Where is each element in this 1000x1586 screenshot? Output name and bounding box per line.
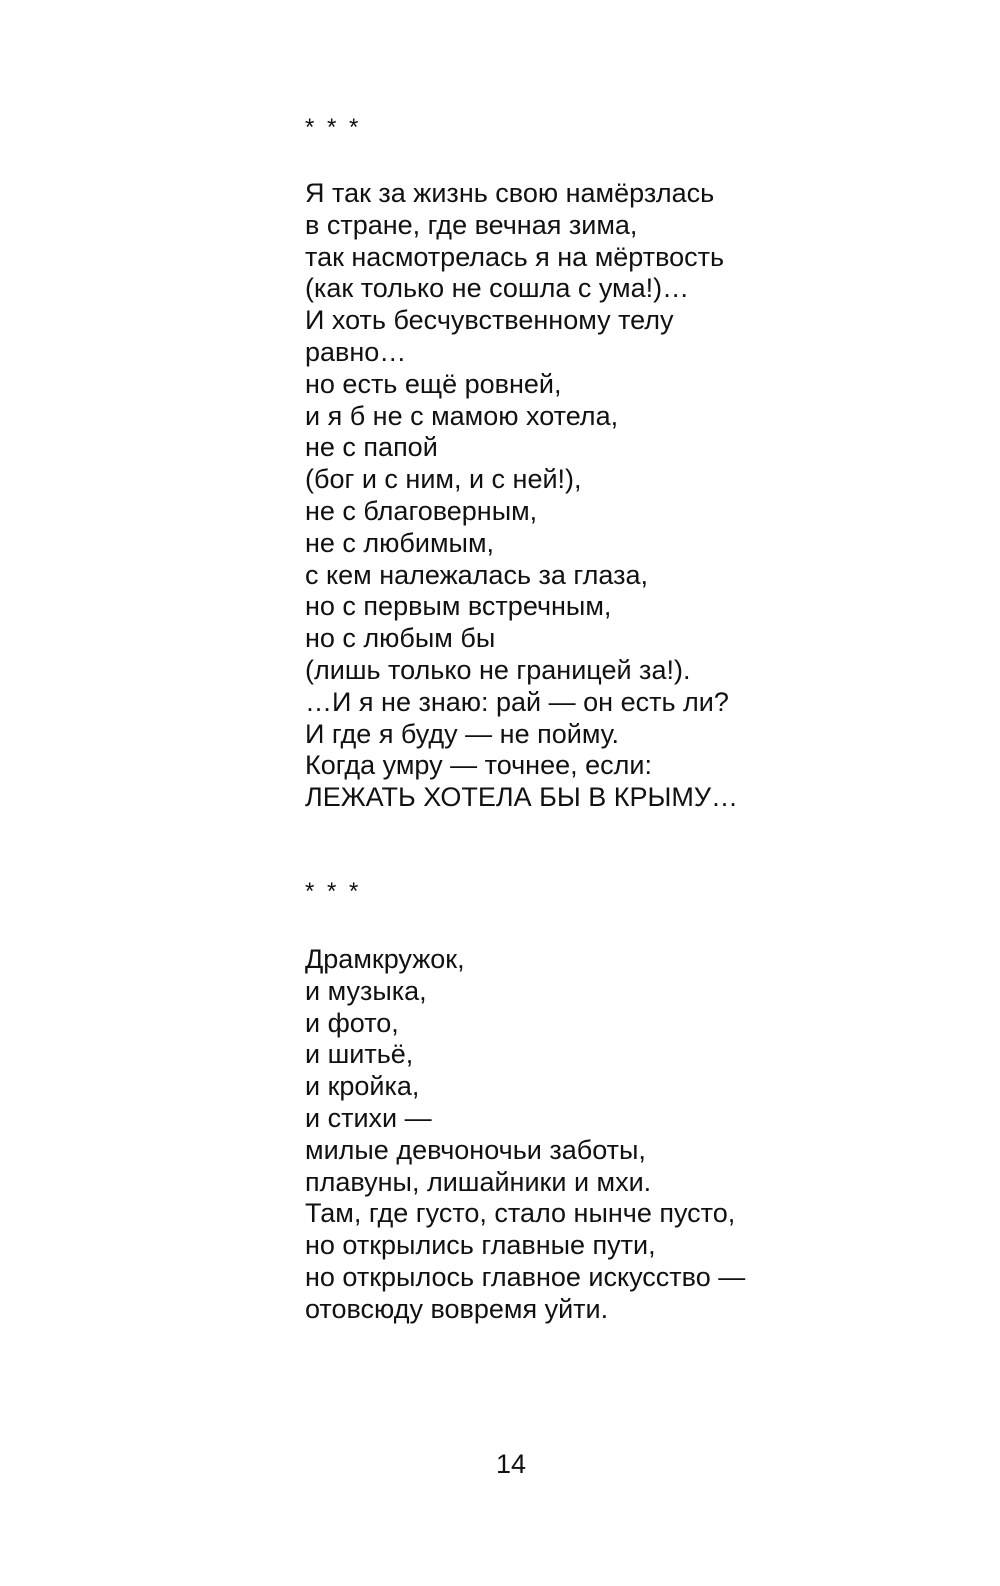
poem-1 xyxy=(305,178,865,814)
poem-2-line: но открылось главное искусство — xyxy=(305,1261,746,1292)
poem-1-line: не с папой xyxy=(305,432,438,463)
poem-1-line: но есть ещё ровней, xyxy=(305,368,562,399)
poem-1-line: Я так за жизнь свою намёрзлась xyxy=(305,178,715,208)
section-separator-2: * * * xyxy=(305,877,362,905)
poem-1-line: И где я буду — не пойму. xyxy=(305,718,619,749)
poem-1-line: ЛЕЖАТЬ ХОТЕЛА БЫ В КРЫМУ… xyxy=(305,782,739,813)
poem-1-line: так насмотрелась я на мёртвость xyxy=(305,241,725,272)
poem-2-line: Драмкружок, xyxy=(305,943,465,974)
poem-2-line: и кройка, xyxy=(305,1071,420,1102)
poem-1-line: …И я не знаю: рай — он есть ли? xyxy=(305,686,729,717)
poem-2-line: отовсюду вовремя уйти. xyxy=(305,1293,609,1324)
poem-1-line: Когда умру — точнее, если: xyxy=(305,750,652,781)
poem-1-line: не с благоверным, xyxy=(305,495,538,526)
poem-1-line: И хоть бесчувственному телу xyxy=(305,305,674,336)
poem-2-line: милые девчоночьи заботы, xyxy=(305,1134,646,1165)
poem-1-line: но с первым встречным, xyxy=(305,591,612,622)
poem-column xyxy=(305,112,865,1326)
poem-2-line: и музыка, xyxy=(305,975,427,1006)
poem-2-line: но открылись главные пути, xyxy=(305,1230,656,1261)
poem-2-line: и фото, xyxy=(305,1007,399,1038)
section-separator-1: * * * xyxy=(305,114,362,141)
poem-1-line: с кем належалась за глаза, xyxy=(305,559,649,590)
poem-2-line: плавуны, лишайники и мхи. xyxy=(305,1166,652,1197)
poem-1-line: в стране, где вечная зима, xyxy=(305,209,638,240)
section-gap xyxy=(305,814,865,876)
poem-2-line: и стихи — xyxy=(305,1102,432,1133)
poem-1-line: не с любимым, xyxy=(305,527,495,558)
poem-1-line: (лишь только не границей за!). xyxy=(305,654,691,685)
poem-2-line: Там, где густо, стало нынче пусто, xyxy=(305,1198,736,1229)
page-number: 14 xyxy=(495,1449,527,1479)
poem-2 xyxy=(305,944,865,1326)
poem-1-line: равно… xyxy=(305,336,407,367)
poem-1-line: (бог и с ним, и с ней!), xyxy=(305,464,582,495)
poem-2-line: и шитьё, xyxy=(305,1039,414,1070)
poem-1-line: (как только не сошла с ума!)… xyxy=(305,273,690,304)
poem-1-line: но с любым бы xyxy=(305,623,496,654)
poem-1-line: и я б не с мамою хотела, xyxy=(305,400,619,431)
